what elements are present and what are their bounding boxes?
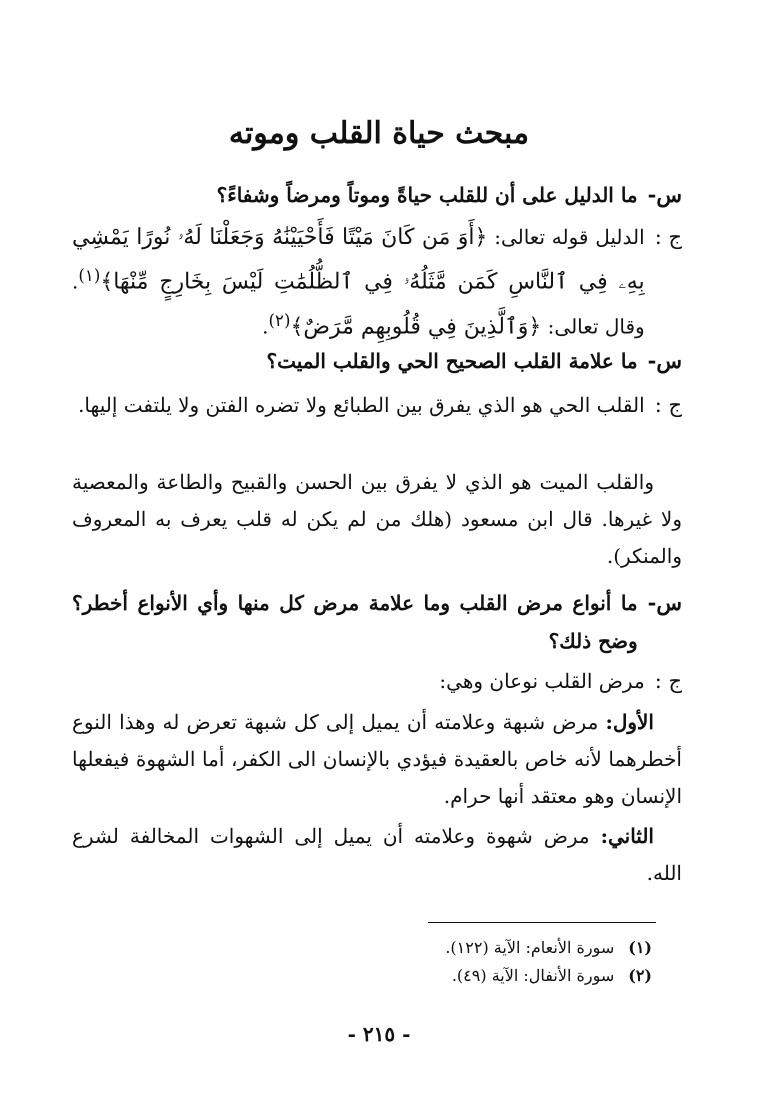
paragraph-dead-heart: والقلب الميت هو الذي لا يفرق بين الحسن والقبيح والطاعة والمعصية ولا غيرها. قال ابن مسعود (هلك من لم يكن له قلب يعرف به المعروف والمنكر). [72,470,682,568]
footnote-divider [428,922,656,923]
footnote-2 [232,964,652,988]
footnote-1 [232,936,652,960]
question-text: ما علامة القلب الصحيح الحي والقلب الميت؟ [266,349,638,373]
answer-text [72,218,645,346]
answer-intro: الدليل قوله تعالى: [494,225,645,249]
answer-text: القلب الحي هو الذي يفرق بين الطبائع ولا تضره الفتن ولا يلتفت إليها. [78,393,645,417]
footnote-number: (٢) [628,966,652,985]
answer-connector: . وقال تعالى: [72,269,645,339]
paragraph-first-type [72,704,682,815]
footnote-ref-2: (٢) [268,310,291,330]
page-number: - ٢١٥ - [347,1022,411,1046]
question-1 [72,176,682,214]
footnote-text: سورة الأنفال: الآية (٤٩). [451,966,615,985]
quran-verse-2: ﴿وَٱلَّذِينَ فِي قُلُوبِهِم مَّرَضٌ﴾ [290,314,542,340]
footnote-ref-1: (١) [78,266,101,285]
quran-verse-1: ﴿أَوَ مَن كَانَ مَيْتًا فَأَحْيَيْنَٰهُ وَجَعَلْنَا لَهُۥ نُورًا يَمْشِي بِهِۦ فِي ٱلنَّاسِ كَمَن مَّثَلُهُۥ فِي ٱلظُّلُمَٰتِ لَيْسَ بِخَارِجٍ مِّنْهَا﴾ [72,225,645,295]
footnote-text: سورة الأنعام: الآية (١٢٢). [445,938,615,957]
question-2 [72,342,682,380]
question-text: ما أنواع مرض القلب وما علامة مرض كل منها وأي الأنواع أخطر؟ وضح ذلك؟ [72,591,638,653]
question-marker: س- [647,590,682,615]
page-title: مبحث حياة القلب وموته [228,116,530,151]
answer-1 [72,218,682,346]
first-type-text: مرض شبهة وعلامته أن يميل إلى كل شبهة تعرض له وهذا النوع أخطرهما لأنه خاص بالعقيدة فيؤدي بالإنسان الى الكفر، أما الشهوة فيفعلها الإنسان وهو معتقد أنها حرام. [72,710,682,808]
answer-end: . [262,314,269,339]
second-type-label: الثاني: [600,824,654,848]
answer-marker: ج : [654,669,682,693]
answer-marker: ج : [654,393,682,417]
question-marker: س- [647,348,682,373]
footnote-number: (١) [628,938,652,957]
paragraph-second-type [72,818,682,892]
answer-2 [72,386,682,424]
answer-text: مرض القلب نوعان وهي: [439,669,645,693]
question-text: ما الدليل على أن للقلب حياةً وموتاً ومرضاً وشفاءً؟ [216,183,638,207]
answer-marker: ج : [654,225,682,249]
answer-3 [72,662,682,700]
question-marker: س- [647,182,682,207]
second-type-text: مرض شهوة وعلامته أن يميل إلى الشهوات المخالفة لشرع الله. [72,824,682,885]
question-3 [72,584,682,660]
first-type-label: الأول: [605,710,654,734]
